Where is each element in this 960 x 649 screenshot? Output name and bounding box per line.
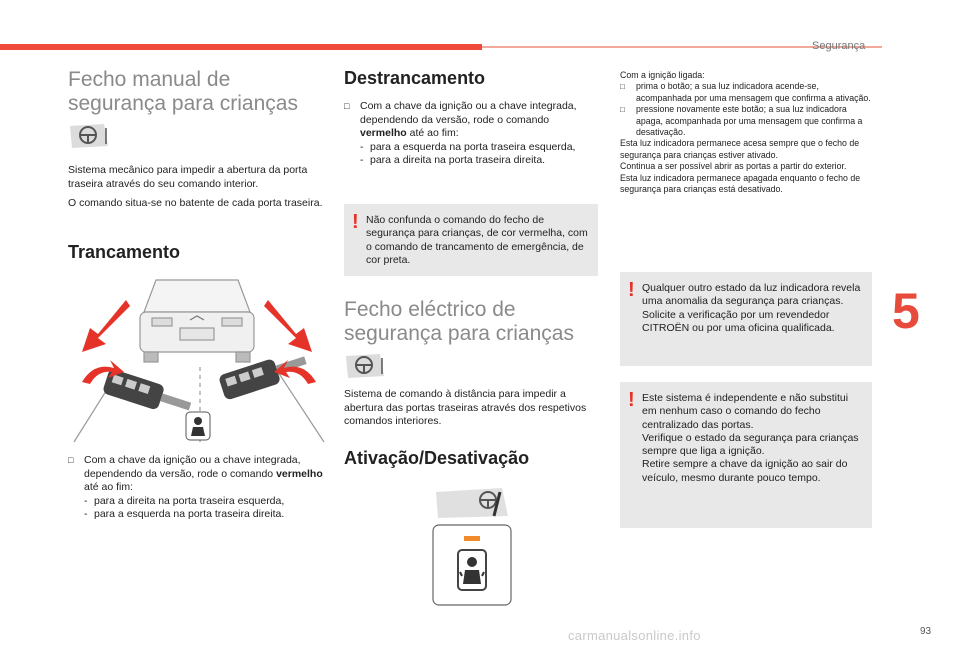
title-line: Fecho manual de (68, 68, 231, 91)
title-line: segurança para crianças (68, 92, 298, 115)
warning-text: Qualquer outro estado da luz indicadora revela uma anomalia da segurança para crianças. Solicite a verificação por um revendedor CITROËN ou por uma oficina qualificada. (642, 282, 861, 334)
checkbox-bullet-icon: □ (620, 105, 625, 115)
bullet-text: prima o botão; a sua luz indicadora acende-se, acompanhada por uma mensagem que confirma a ativação. (636, 81, 871, 103)
chapter-name: Segurança (812, 40, 866, 52)
instruction-bullet (620, 81, 876, 104)
bullet-text: Com a chave da ignição ou a chave integrada, dependendo da versão, rode o comando (84, 454, 301, 480)
paragraph: Sistema de comando à distância para impedir a abertura das portas traseiras através dos respetivos comandos interiores. (344, 388, 587, 427)
bullet-text: pressione novamente este botão; a sua luz indicadora apaga, acompanhada por uma mensagem que confirma a desativação. (636, 104, 863, 138)
warning-box (620, 382, 872, 528)
watermark: carmanualsonline.info (568, 628, 701, 643)
bullet-bold-text: vermelho (276, 467, 323, 480)
bullet-text: até ao fim: (409, 127, 459, 139)
warning-exclamation-icon: ! (352, 211, 359, 233)
warning-text: Este sistema é independente e não substitui em nenhum caso o comando do fecho centralizado das portas. Verifique o estado da segurança para crianças sempre que liga a ignição. Retire sempre a chave da ignição ao sair do veículo, mesmo durante pouco tempo. (642, 392, 859, 484)
electric-lock-title (344, 298, 604, 346)
section-heading: Trancamento (68, 242, 181, 262)
chapter-number: 5 (892, 283, 920, 339)
paragraph: Esta luz indicadora permanece apagada enquanto o fecho de segurança para crianças está desativado. (620, 172, 861, 195)
sub-item: - para a esquerda na porta traseira direita. (84, 508, 328, 522)
title-line: Fecho eléctrico de (344, 298, 516, 321)
top-accent-bar (0, 44, 482, 50)
sub-item: - para a direita na porta traseira esquerda, (84, 495, 328, 509)
bullet-bold-text: vermelho (360, 127, 407, 139)
steering-wheel-icon (344, 352, 386, 385)
instruction-sub-list (68, 495, 328, 522)
sub-item: - para a esquerda na porta traseira esquerda, (360, 141, 598, 155)
instruction-bullet (68, 454, 328, 495)
bullet-text: até ao fim: (84, 481, 134, 493)
instruction-bullet (620, 104, 876, 138)
warning-exclamation-icon: ! (628, 389, 635, 411)
checkbox-bullet-icon: □ (68, 455, 74, 465)
title-line: segurança para crianças (344, 322, 574, 345)
instruction-sub-list (344, 141, 598, 168)
bullet-text: Com a chave da ignição ou a chave integrada, dependendo da versão, rode o comando (360, 100, 577, 126)
page-number: 93 (920, 626, 932, 637)
paragraph: Sistema mecânico para impedir a abertura da porta traseira através do seu comando interior. (68, 164, 308, 190)
warning-exclamation-icon: ! (628, 279, 635, 301)
section-heading: Ativação/Desativação (344, 448, 530, 468)
paragraph: Continua a ser possível abrir as portas a partir do exterior. (620, 161, 847, 172)
child-lock-button-icon (432, 524, 512, 611)
steering-wheel-icon (68, 122, 110, 155)
section-heading: Destrancamento (344, 68, 486, 88)
steering-wheel-icon (434, 486, 510, 525)
sub-item: - para a direita na porta traseira direita. (360, 154, 598, 168)
instruction-bullet (344, 100, 598, 141)
manual-lock-title (68, 68, 328, 116)
paragraph: Esta luz indicadora permanece acesa sempre que o fecho de segurança para crianças estiver ativado. (620, 138, 860, 160)
warning-box (344, 204, 598, 276)
checkbox-bullet-icon: □ (344, 101, 350, 111)
paragraph: O comando situa-se no batente de cada porta traseira. (68, 197, 323, 209)
warning-text: Não confunda o comando do fecho de segurança para crianças, de cor vermelha, com o comando de trancamento de emergência, de cor preta. (366, 214, 588, 266)
warning-box (620, 272, 872, 366)
car-child-lock-illustration (68, 272, 330, 449)
intro-text: Com a ignição ligada: (620, 70, 705, 80)
checkbox-bullet-icon: □ (620, 82, 625, 92)
